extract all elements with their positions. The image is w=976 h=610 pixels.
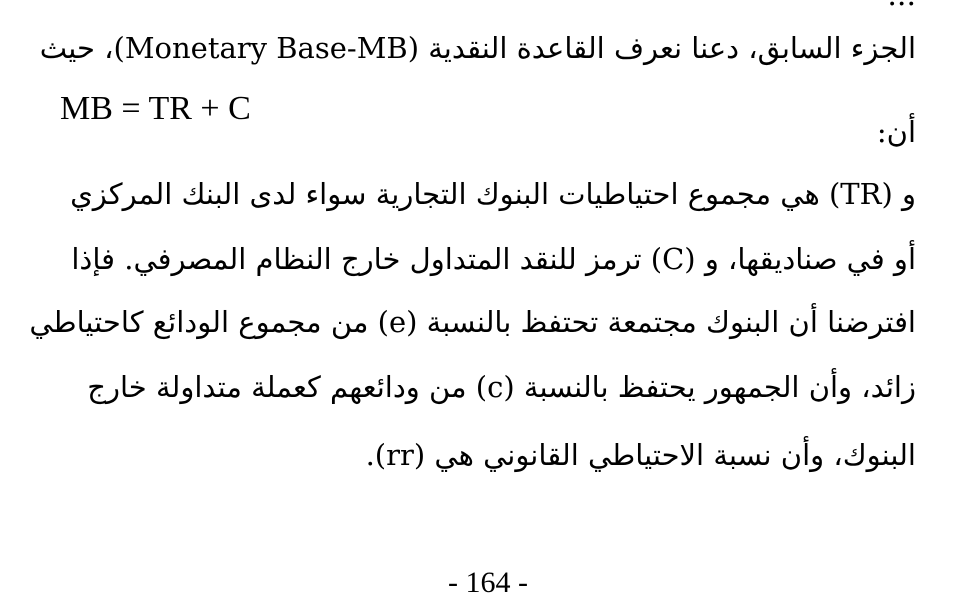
paragraph-line-1: الجزء السابق، دعنا نعرف القاعدة النقدية (Monetary Base-MB)، حيث xyxy=(39,31,916,65)
paragraph-line-4: أو في صناديقها، و (C) ترمز للنقد المتداول خارج النظام المصرفي. فإذا xyxy=(71,242,916,276)
monetary-base-formula: MB = TR + C xyxy=(60,90,251,127)
page-number: - 164 - xyxy=(448,566,528,599)
cut-off-top-line xyxy=(887,0,916,13)
paragraph-line-5: افترضنا أن البنوك مجتمعة تحتفظ بالنسبة (e) من مجموع الودائع كاحتياطي xyxy=(29,305,916,339)
paragraph-line-3: و (TR) هي مجموع احتياطيات البنوك التجارية سواء لدى البنك المركزي xyxy=(70,177,916,211)
paragraph-line-6: زائد، وأن الجمهور يحتفظ بالنسبة (c) من ودائعهم كعملة متداولة خارج xyxy=(87,370,916,404)
paragraph-line-2: أن: xyxy=(876,115,916,149)
paragraph-line-7: البنوك، وأن نسبة الاحتياطي القانوني هي (rr). xyxy=(365,438,916,472)
